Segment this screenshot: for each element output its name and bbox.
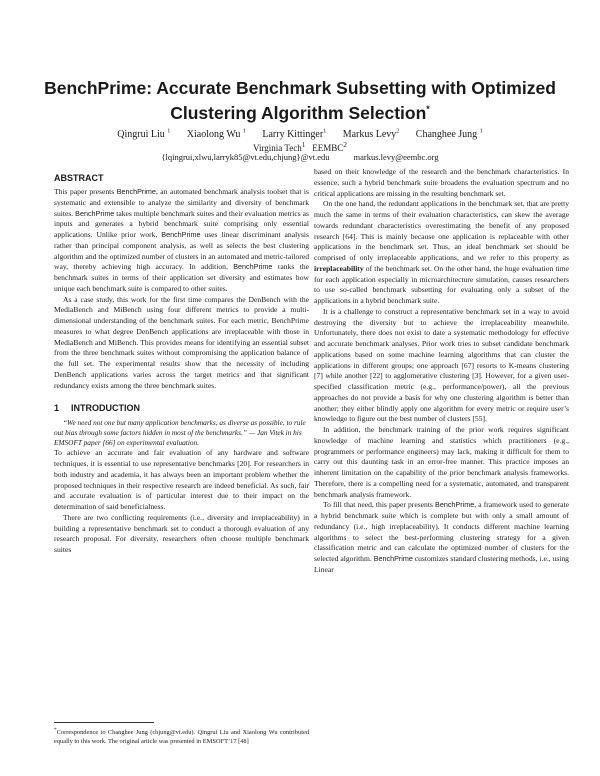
author: Larry Kittinger$^1$ — [262, 129, 327, 141]
right-paragraph-4: In addition, the benchmark training of the prior work requires significant knowledge of machine learning and statistics which practitioners (e.g., programmers or performance engineers) may lack, making it difficult for them to carry out this daunting task in an error-free manner. This practice imposes an inherent limitation on the capability of the prior benchmark analysis frameworks. Therefore, there is a compelling need for a systematic, automated, and transparent benchmark analysis framework. — [314, 425, 569, 499]
abstract-paragraph-1: This paper presents BenchPrime, an automated benchmark analysis toolset that is systematic and extensible to analyze the similarity and diversity of benchmark suites. BenchPrime takes multiple benchmark suites and their evaluation metrics as inputs and generates a hybrid benchmark suite comprising only essential applications. Unlike prior work, BenchPrime uses linear discriminant analysis rather than principal component analysis, as well as selects the best clustering algorithm and the optimized number of clusters in an automated and metric-tailored way, thereby achieving high accuracy. In addition, BenchPrime ranks the benchmark suites in terms of their application set diversity and estimates how unique each benchmark suite is compared to other suites. — [54, 187, 310, 293]
intro-paragraph-2: There are two conflicting requirements (i.e., diversity and irreplaceability) in building a representative benchmark set to conduct a thorough evaluation of any research proposal. For diversity, researchers often choose multiple benchmark suites — [54, 512, 309, 554]
author: Markus Levy$^2$ — [342, 129, 400, 141]
right-paragraph-2: On the one hand, the redundant applications in the benchmark set, that are pretty much the same in terms of their evaluation characteristics, can skew the average towards redundant characteristics overestimating the benefit of any proposed research [64]. This is mainly because one application is replaceable with other applications in the benchmark set. Thus, an ideal benchmark set should be comprised of only irreplaceable applications, and we refer to this property as irreplaceability of the benchmark set. On the other hand, the huge evaluation time for each application especially in microarchitecture simulation, causes researchers to use so-called benchmark subsetting for evaluating only a subset of the applications in a hybrid benchmark suite. — [314, 199, 569, 305]
right-paragraph-5: To fill that need, this paper presents BenchPrime, a framework used to generate a hybrid benchmark suite which is complete but with only a small amount of redundancy (i.e., high irreplaceability). It conducts different machine learning algorithms to select the best-performing clustering strategy for a given classification metric and can calculate the optimized number of clusters for the selected algorithm. BenchPrime customizes standard clustering methods, i.e., using Linear — [314, 500, 569, 574]
title-footnote-mark: * — [426, 104, 430, 114]
author: Changhee Jung $^1$ — [415, 129, 483, 141]
affiliations: Virginia Tech$^1$ EEMBC$^2$ — [252, 140, 347, 153]
left-column — [54, 172, 309, 556]
title-line-1: BenchPrime: Accurate Benchmark Subsetting with Optimized — [44, 78, 556, 98]
right-paragraph-1: based on their knowledge of the research and the benchmark characteristics. In essence, such a hybrid benchmark suite broadens the evaluation spectrum and no critical applications are missing in the resulting benchmark set. — [314, 167, 569, 198]
paper-title — [40, 78, 560, 124]
title-line-2: Clustering Algorithm Selection — [170, 102, 427, 123]
abstract-heading: ABSTRACT — [54, 173, 104, 183]
intro-paragraph-1: To achieve an accurate and fair evaluation of any hardware and software techniques, it is essential to use representative benchmarks [20]. For researchers in both industry and academia, it has always been an important problem whether the proposed techniques in their respective research are indeed beneficial. As such, fair and accurate evaluation is of particular interest due to their impact on the determination of said beneficialness. — [54, 448, 309, 511]
epigraph-quote: “We need not one but many application benchmarks, as diverse as possible, to rule out bias through some factors hidden in most of the benchmarks.” — Jan Vitek in his EMSOFT paper [66] on experimental evaluation. — [54, 418, 306, 448]
right-column — [314, 167, 569, 576]
author: Qingrui Liu $^1$ — [117, 129, 171, 141]
affiliation-eembc: EEMBC — [312, 143, 344, 153]
affiliation-vt: Virginia Tech — [252, 143, 302, 153]
email-vt: {lqingrui,xlwu,larryk85@vt.edu,chjung}@vt.edu — [161, 152, 330, 162]
introduction-heading: 1 INTRODUCTION — [54, 403, 141, 414]
footnote: *Correspondence to Changhee Jung (chjung@vt.edu). Qingrui Liu and Xiaolong Wu contributed equally to this work. The original article was presented in EMSOFT’17 [48] — [54, 727, 309, 745]
abstract-paragraph-2: As a case study, this work for the first time compares the DenBench with the MediaBench and MiBench using four different metrics to provide a multi-dimensional understanding of the benchmark suites. For each metric, BenchPrime measures to what degree DenBench applications are irreplaceable with those in MediaBench and MiBench. This provides means for identifying an essential subset from the three benchmark suites without compromising the application balance of the full set. The experimental results show that the necessity of including DenBench applications varies across the target metrics and that significant redundancy exists among the three benchmark suites. — [54, 294, 309, 390]
footnote-divider — [54, 722, 154, 723]
author-emails — [40, 152, 560, 163]
right-paragraph-3: It is a challenge to construct a representative benchmark set in a way to avoid destroying the diversity but to achieve the irreplaceability meanwhile. Unfortunately, there does not exist to date a systematic methodology for effective and accurate benchmark analyses. Prior work tries to subset candidate benchmark applications based on some machine learning algorithms that can cluster the applications in different groups; one approach [67] resorts to K-means clustering [7] while another [22] to agglomerative clustering [3]. However, for a given user-specified classification metric (e.g., performance/power), all the previous approaches do not provide a basis for why one clustering algorithm is better than another; they either blindly apply one algorithm for every metric or require user’s knowledge to figure out the best number of clusters [55]. — [314, 306, 569, 424]
email-eembc: markus.levy@eembc.org — [353, 152, 439, 162]
author: Xiaolong Wu $^1$ — [186, 129, 246, 141]
